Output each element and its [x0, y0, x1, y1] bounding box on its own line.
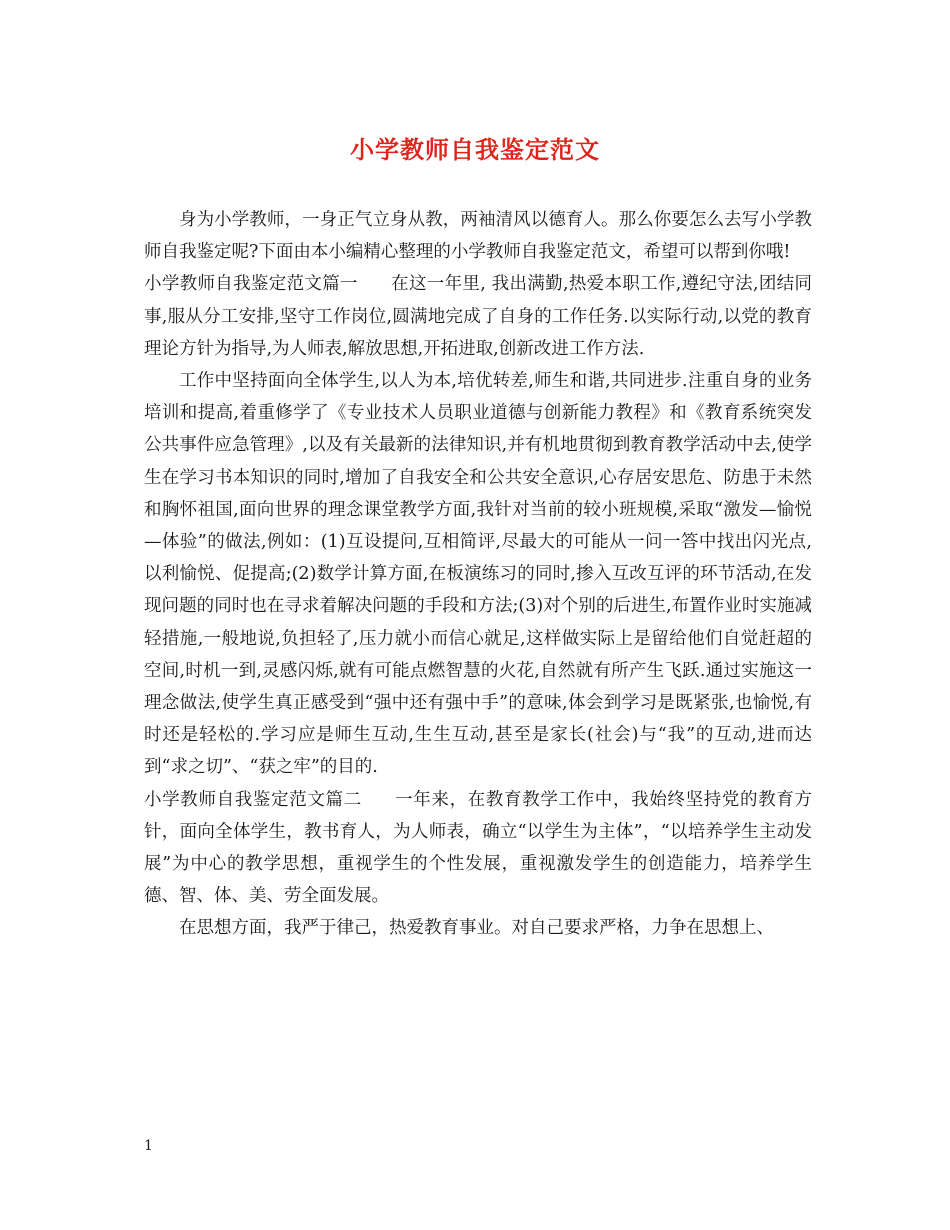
section1-paragraph — [144, 268, 812, 365]
section1-paragraph-2: 工作中坚持面向全体学生,以人为本,培优转差,师生和谐,共同进步.注重自身的业务培训和提高,着重修学了《专业技术人员职业道德与创新能力教程》和《教育系统突发公共事件应急管理》,以及有关最新的法律知识,并有机地贯彻到教育教学活动中去,使学生在学习书本知识的同时,增加了自我安全和公共安全意识,心存居安思危、防患于未然和胸怀祖国,面向世界的理念课堂教学方面,我针对当前的较小班规模,采取“激发—愉悦—体验”的做法,例如：(1)互设提问,互相简评,尽最大的可能从一问一答中找出闪光点,以利愉悦、促提高;(2)数学计算方面,在板演练习的同时,掺入互改互评的环节活动,在发现问题的同时也在寻求着解决问题的手段和方法;(3)对个别的后进生,布置作业时实施减轻措施,一般地说,负担轻了,压力就小而信心就足,这样做实际上是留给他们自觉赶超的空间,时机一到,灵感闪烁,就有可能点燃智慧的火花,自然就有所产生飞跃.通过实施这一理念做法,使学生真正感受到“强中还有强中手”的意味,体会到学习是既紧张,也愉悦,有时还是轻松的.学习应是师生互动,生生互动,甚至是家长(社会)与“我”的互动,进而达到“求之切”、“获之牢”的目的. — [144, 371, 812, 778]
section2-paragraph — [144, 784, 812, 913]
section1-text: 在这一年里, 我出满勤,热爱本职工作,遵纪守法,团结同事,服从分工安排,坚守工作岗位,圆满地完成了自身的工作任务.以实际行动,以党的教育理论方针为指导,为人师表,解放思想,开拓进取,创新改进工作方法. — [144, 274, 813, 359]
document-title: 小学教师自我鉴定范文 — [350, 135, 600, 164]
document-body — [144, 204, 812, 945]
section2-heading: 小学教师自我鉴定范文篇二 — [144, 789, 362, 810]
section2-text: 一年来，在教育教学工作中，我始终坚持党的教育方针，面向全体学生，教书育人，为人师表，确立“以学生为主体”，“以培养学生主动发展”为中心的教学思想，重视学生的个性发展，重视激发学生的创造能力，培养学生德、智、体、美、劳全面发展。 — [144, 789, 813, 907]
section2-paragraph-2: 在思想方面，我严于律己，热爱教育事业。对自己要求严格，力争在思想上、 — [179, 918, 774, 939]
section1-heading: 小学教师自我鉴定范文篇一 — [144, 274, 358, 295]
page-number: 1 — [144, 1138, 153, 1154]
intro-paragraph: 身为小学教师，一身正气立身从教，两袖清风以德育人。那么你要怎么去写小学教师自我鉴定呢?下面由本小编精心整理的小学教师自我鉴定范文，希望可以帮到你哦! — [144, 210, 812, 263]
